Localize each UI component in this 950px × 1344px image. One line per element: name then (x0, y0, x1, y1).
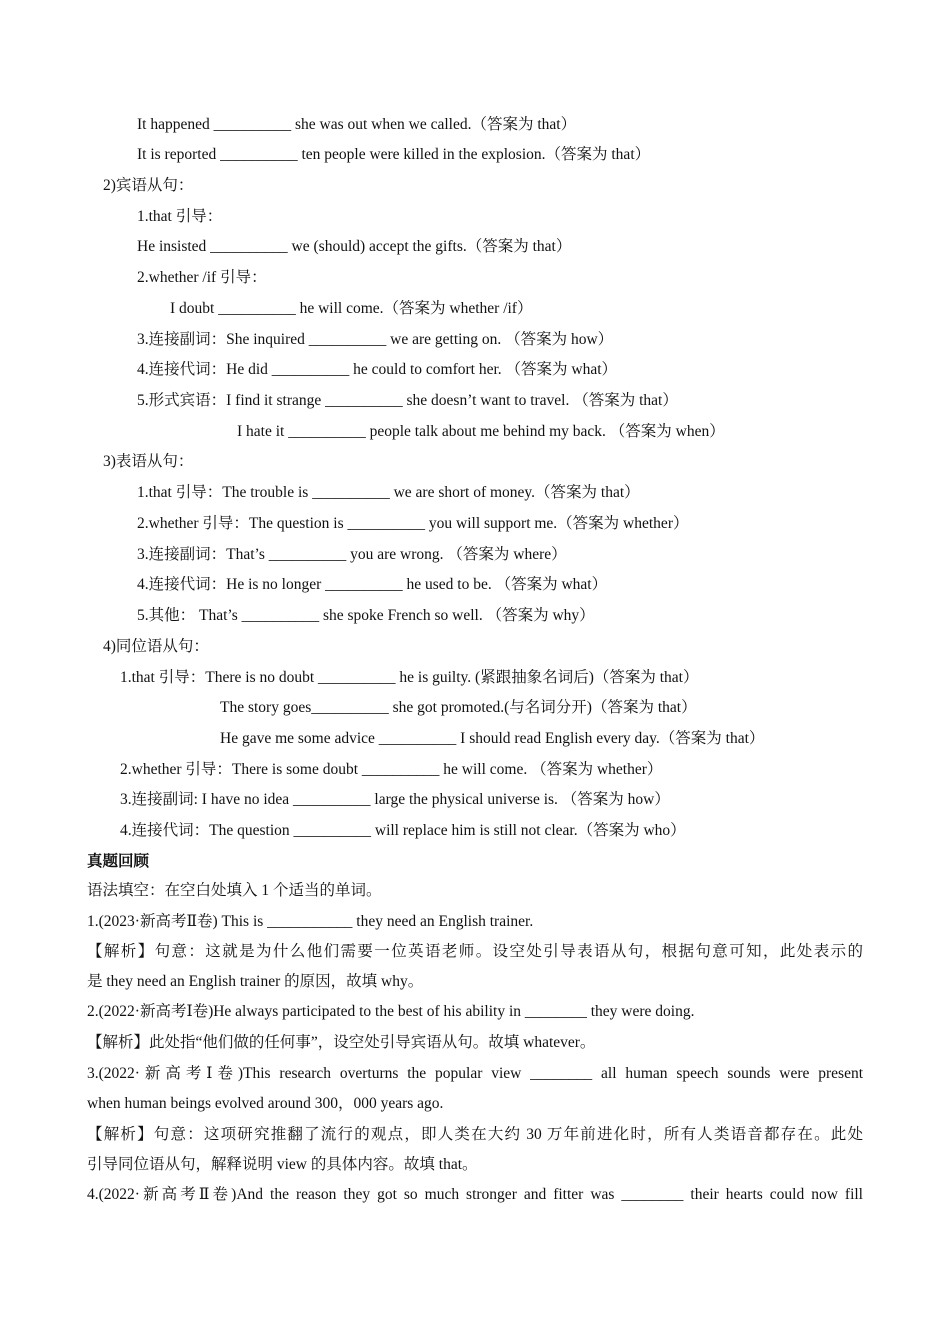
example-line: He gave me some advice __________ I should read English every day.（答案为 that） (220, 730, 765, 747)
analysis-1: 【解析】句意：这就是为什么他们需要一位英语老师。设空处引导表语从句，根据句意可知，此处表示的 (87, 943, 863, 960)
analysis-3-cont: 引导同位语从句，解释说明 view 的具体内容。故填 that。 (87, 1156, 478, 1173)
example-line: 4.连接代词：The question __________ will replace him is still not clear.（答案为 who） (120, 822, 686, 839)
example-line: 2.whether 引导：The question is __________ you will support me.（答案为 whether） (137, 515, 689, 532)
analysis-1-cont: 是 they need an English trainer 的原因，故填 why。 (87, 973, 424, 990)
example-line: 4.连接代词：He is no longer __________ he used to be. （答案为 what） (137, 576, 608, 593)
example-line: The story goes__________ she got promoted.(与名词分开)（答案为 that） (220, 699, 697, 716)
example-line: 4.连接代词：He did __________ he could to comfort her. （答案为 what） (137, 361, 618, 378)
example-line: 2.whether 引导：There is some doubt __________ he will come. （答案为 whether） (120, 761, 663, 778)
example-line: 1.that 引导：The trouble is __________ we are short of money.（答案为 that） (137, 484, 640, 501)
example-line: It is reported __________ ten people were killed in the explosion.（答案为 that） (137, 146, 651, 163)
instruction: 语法填空：在空白处填入 1 个适当的单词。 (87, 882, 382, 899)
section-title-past-exams: 真题回顾 (87, 853, 150, 870)
example-line: He insisted __________ we (should) accept the gifts.（答案为 that） (137, 238, 572, 255)
question-3: 3.(2022·新高考Ⅰ卷)This research overturns the popular view ________ all human speech sounds were present (87, 1065, 863, 1082)
section-heading-object-clause: 2)宾语从句： (103, 177, 194, 194)
example-line: 5.其他： That’s __________ she spoke French so well. （答案为 why） (137, 607, 595, 624)
section-heading-predicative-clause: 3)表语从句： (103, 453, 194, 470)
example-line: 3.连接副词: I have no idea __________ large the physical universe is. （答案为 how） (120, 791, 670, 808)
analysis-3: 【解析】句意：这项研究推翻了流行的观点，即人类在大约 30 万年前进化时，所有人类语音都存在。此处 (87, 1126, 863, 1143)
section-heading-appositive-clause: 4)同位语从句： (103, 638, 209, 655)
subheading: 2.whether /if 引导： (137, 269, 267, 286)
example-line: 3.连接副词：That’s __________ you are wrong. （答案为 where） (137, 546, 567, 563)
example-line: 5.形式宾语：I find it strange __________ she doesn’t want to travel. （答案为 that） (137, 392, 678, 409)
example-line: 1.that 引导：There is no doubt __________ he is guilty. (紧跟抽象名词后)（答案为 that） (120, 669, 699, 686)
question-4: 4.(2022·新高考Ⅱ卷)And the reason they got so much stronger and fitter was ________ their hearts could now fill (87, 1186, 863, 1203)
example-line: It happened __________ she was out when we called.（答案为 that） (137, 116, 577, 133)
question-1: 1.(2023·新高考Ⅱ卷) This is ___________ they need an English trainer. (87, 913, 534, 930)
example-line: I doubt __________ he will come.（答案为 whether /if） (170, 300, 533, 317)
subheading: 1.that 引导： (137, 208, 223, 225)
example-line: 3.连接副词：She inquired __________ we are getting on. （答案为 how） (137, 331, 614, 348)
analysis-2: 【解析】此处指“他们做的任何事”，设空处引导宾语从句。故填 whatever。 (87, 1034, 596, 1051)
question-3-cont: when human beings evolved around 300，000 years ago. (87, 1095, 444, 1112)
example-line: I hate it __________ people talk about me behind my back. （答案为 when） (237, 423, 725, 440)
question-2: 2.(2022·新高考Ⅰ卷)He always participated to the best of his ability in ________ they were doing. (87, 1003, 695, 1020)
